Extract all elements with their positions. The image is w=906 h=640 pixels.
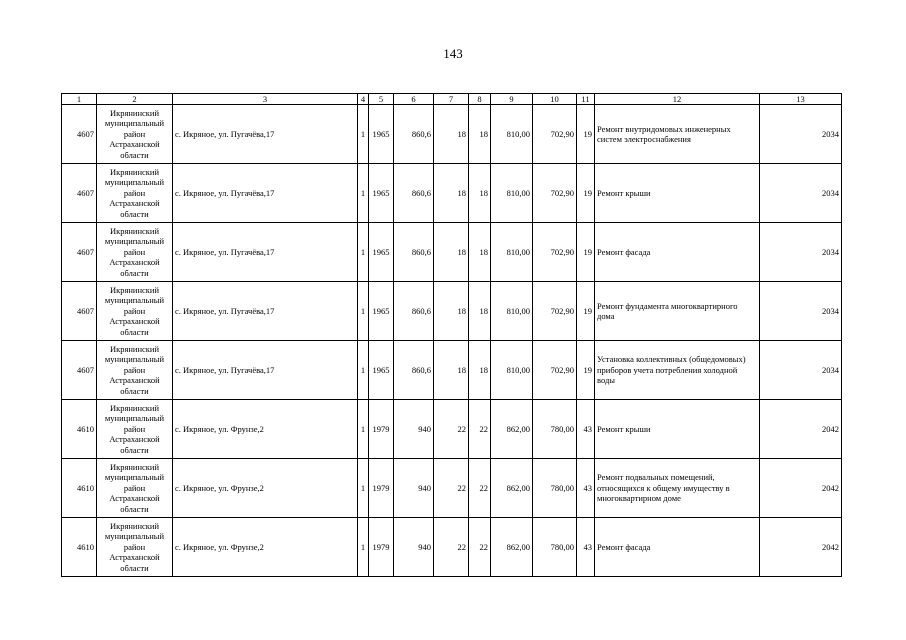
cell-col7: 18 bbox=[434, 282, 469, 341]
cell-col10: 780,00 bbox=[533, 459, 577, 518]
header-cell: 10 bbox=[533, 94, 577, 105]
header-cell: 3 bbox=[173, 94, 358, 105]
cell-col10: 702,90 bbox=[533, 223, 577, 282]
cell-col4: 1 bbox=[358, 518, 369, 577]
cell-col7: 22 bbox=[434, 459, 469, 518]
cell-work-type: Установка коллективных (общедомовых) приборов учета потребления холодной воды bbox=[595, 341, 760, 400]
cell-work-type: Ремонт фасада bbox=[595, 518, 760, 577]
table-row bbox=[62, 341, 842, 400]
cell-address: с. Икряное, ул. Пугачёва,17 bbox=[173, 105, 358, 164]
cell-year-planned: 2042 bbox=[760, 400, 842, 459]
cell-col6: 860,6 bbox=[394, 223, 434, 282]
cell-col8: 18 bbox=[469, 223, 491, 282]
cell-col6: 940 bbox=[394, 459, 434, 518]
cell-id: 4610 bbox=[62, 459, 97, 518]
cell-col6: 860,6 bbox=[394, 341, 434, 400]
cell-col7: 18 bbox=[434, 341, 469, 400]
cell-col9: 862,00 bbox=[491, 400, 533, 459]
cell-year: 1965 bbox=[369, 341, 394, 400]
cell-col6: 860,6 bbox=[394, 105, 434, 164]
cell-col11: 19 bbox=[577, 341, 595, 400]
cell-col4: 1 bbox=[358, 105, 369, 164]
capital-repair-table bbox=[61, 93, 842, 577]
cell-col6: 940 bbox=[394, 400, 434, 459]
cell-col9: 810,00 bbox=[491, 223, 533, 282]
cell-year-planned: 2034 bbox=[760, 105, 842, 164]
cell-col8: 22 bbox=[469, 400, 491, 459]
cell-id: 4607 bbox=[62, 282, 97, 341]
cell-col9: 810,00 bbox=[491, 282, 533, 341]
cell-col7: 22 bbox=[434, 518, 469, 577]
header-cell: 1 bbox=[62, 94, 97, 105]
table-row bbox=[62, 164, 842, 223]
cell-col8: 18 bbox=[469, 282, 491, 341]
cell-col11: 19 bbox=[577, 105, 595, 164]
cell-col9: 810,00 bbox=[491, 105, 533, 164]
cell-col4: 1 bbox=[358, 459, 369, 518]
cell-year: 1965 bbox=[369, 282, 394, 341]
table-row bbox=[62, 223, 842, 282]
cell-address: с. Икряное, ул. Фрунзе,2 bbox=[173, 400, 358, 459]
cell-col6: 940 bbox=[394, 518, 434, 577]
cell-col11: 19 bbox=[577, 223, 595, 282]
cell-col11: 19 bbox=[577, 164, 595, 223]
cell-col11: 43 bbox=[577, 518, 595, 577]
cell-col11: 43 bbox=[577, 400, 595, 459]
cell-address: с. Икряное, ул. Фрунзе,2 bbox=[173, 518, 358, 577]
cell-district: Икрянинский муниципальный район Астраханской области bbox=[97, 105, 173, 164]
cell-address: с. Икряное, ул. Фрунзе,2 bbox=[173, 459, 358, 518]
cell-col6: 860,6 bbox=[394, 164, 434, 223]
cell-district: Икрянинский муниципальный район Астраханской области bbox=[97, 164, 173, 223]
header-cell: 13 bbox=[760, 94, 842, 105]
cell-col4: 1 bbox=[358, 282, 369, 341]
cell-id: 4610 bbox=[62, 400, 97, 459]
cell-year-planned: 2034 bbox=[760, 282, 842, 341]
table-row bbox=[62, 518, 842, 577]
table-row bbox=[62, 282, 842, 341]
cell-col10: 702,90 bbox=[533, 164, 577, 223]
table-row bbox=[62, 105, 842, 164]
cell-year-planned: 2042 bbox=[760, 459, 842, 518]
cell-col7: 18 bbox=[434, 223, 469, 282]
cell-district: Икрянинский муниципальный район Астраханской области bbox=[97, 400, 173, 459]
cell-col4: 1 bbox=[358, 400, 369, 459]
cell-work-type: Ремонт фасада bbox=[595, 223, 760, 282]
cell-col10: 780,00 bbox=[533, 518, 577, 577]
cell-col8: 18 bbox=[469, 164, 491, 223]
header-cell: 6 bbox=[394, 94, 434, 105]
table-row bbox=[62, 400, 842, 459]
cell-id: 4607 bbox=[62, 164, 97, 223]
cell-col11: 19 bbox=[577, 282, 595, 341]
cell-col8: 22 bbox=[469, 459, 491, 518]
cell-col7: 22 bbox=[434, 400, 469, 459]
cell-col4: 1 bbox=[358, 341, 369, 400]
cell-work-type: Ремонт внутридомовых инженерных систем электроснабжения bbox=[595, 105, 760, 164]
cell-id: 4607 bbox=[62, 105, 97, 164]
cell-col9: 862,00 bbox=[491, 459, 533, 518]
cell-col10: 780,00 bbox=[533, 400, 577, 459]
page-number: 143 bbox=[443, 46, 463, 61]
cell-work-type: Ремонт подвальных помещений, относящихся к общему имуществу в многоквартирном доме bbox=[595, 459, 760, 518]
header-cell: 7 bbox=[434, 94, 469, 105]
cell-work-type: Ремонт крыши bbox=[595, 164, 760, 223]
cell-id: 4607 bbox=[62, 341, 97, 400]
cell-district: Икрянинский муниципальный район Астраханской области bbox=[97, 341, 173, 400]
table-row bbox=[62, 459, 842, 518]
cell-address: с. Икряное, ул. Пугачёва,17 bbox=[173, 164, 358, 223]
cell-address: с. Икряное, ул. Пугачёва,17 bbox=[173, 282, 358, 341]
header-cell: 11 bbox=[577, 94, 595, 105]
cell-col7: 18 bbox=[434, 105, 469, 164]
cell-year: 1965 bbox=[369, 105, 394, 164]
cell-col8: 18 bbox=[469, 341, 491, 400]
cell-district: Икрянинский муниципальный район Астраханской области bbox=[97, 282, 173, 341]
header-cell: 5 bbox=[369, 94, 394, 105]
cell-year-planned: 2042 bbox=[760, 518, 842, 577]
cell-address: с. Икряное, ул. Пугачёва,17 bbox=[173, 341, 358, 400]
header-cell: 4 bbox=[358, 94, 369, 105]
cell-col10: 702,90 bbox=[533, 282, 577, 341]
cell-district: Икрянинский муниципальный район Астраханской области bbox=[97, 459, 173, 518]
cell-year-planned: 2034 bbox=[760, 223, 842, 282]
cell-year-planned: 2034 bbox=[760, 341, 842, 400]
cell-district: Икрянинский муниципальный район Астраханской области bbox=[97, 223, 173, 282]
cell-col4: 1 bbox=[358, 164, 369, 223]
cell-col11: 43 bbox=[577, 459, 595, 518]
header-cell: 9 bbox=[491, 94, 533, 105]
cell-year-planned: 2034 bbox=[760, 164, 842, 223]
column-number-row bbox=[62, 94, 842, 105]
cell-year: 1965 bbox=[369, 223, 394, 282]
cell-col6: 860,6 bbox=[394, 282, 434, 341]
header-cell: 12 bbox=[595, 94, 760, 105]
cell-col8: 22 bbox=[469, 518, 491, 577]
cell-year: 1979 bbox=[369, 400, 394, 459]
cell-col9: 862,00 bbox=[491, 518, 533, 577]
cell-work-type: Ремонт крыши bbox=[595, 400, 760, 459]
cell-col8: 18 bbox=[469, 105, 491, 164]
cell-col7: 18 bbox=[434, 164, 469, 223]
cell-col10: 702,90 bbox=[533, 341, 577, 400]
header-cell: 8 bbox=[469, 94, 491, 105]
cell-work-type: Ремонт фундамента многоквартирного дома bbox=[595, 282, 760, 341]
cell-col4: 1 bbox=[358, 223, 369, 282]
cell-col9: 810,00 bbox=[491, 164, 533, 223]
cell-col10: 702,90 bbox=[533, 105, 577, 164]
cell-address: с. Икряное, ул. Пугачёва,17 bbox=[173, 223, 358, 282]
header-cell: 2 bbox=[97, 94, 173, 105]
cell-year: 1965 bbox=[369, 164, 394, 223]
cell-id: 4610 bbox=[62, 518, 97, 577]
cell-year: 1979 bbox=[369, 518, 394, 577]
cell-district: Икрянинский муниципальный район Астраханской области bbox=[97, 518, 173, 577]
cell-col9: 810,00 bbox=[491, 341, 533, 400]
cell-year: 1979 bbox=[369, 459, 394, 518]
cell-id: 4607 bbox=[62, 223, 97, 282]
